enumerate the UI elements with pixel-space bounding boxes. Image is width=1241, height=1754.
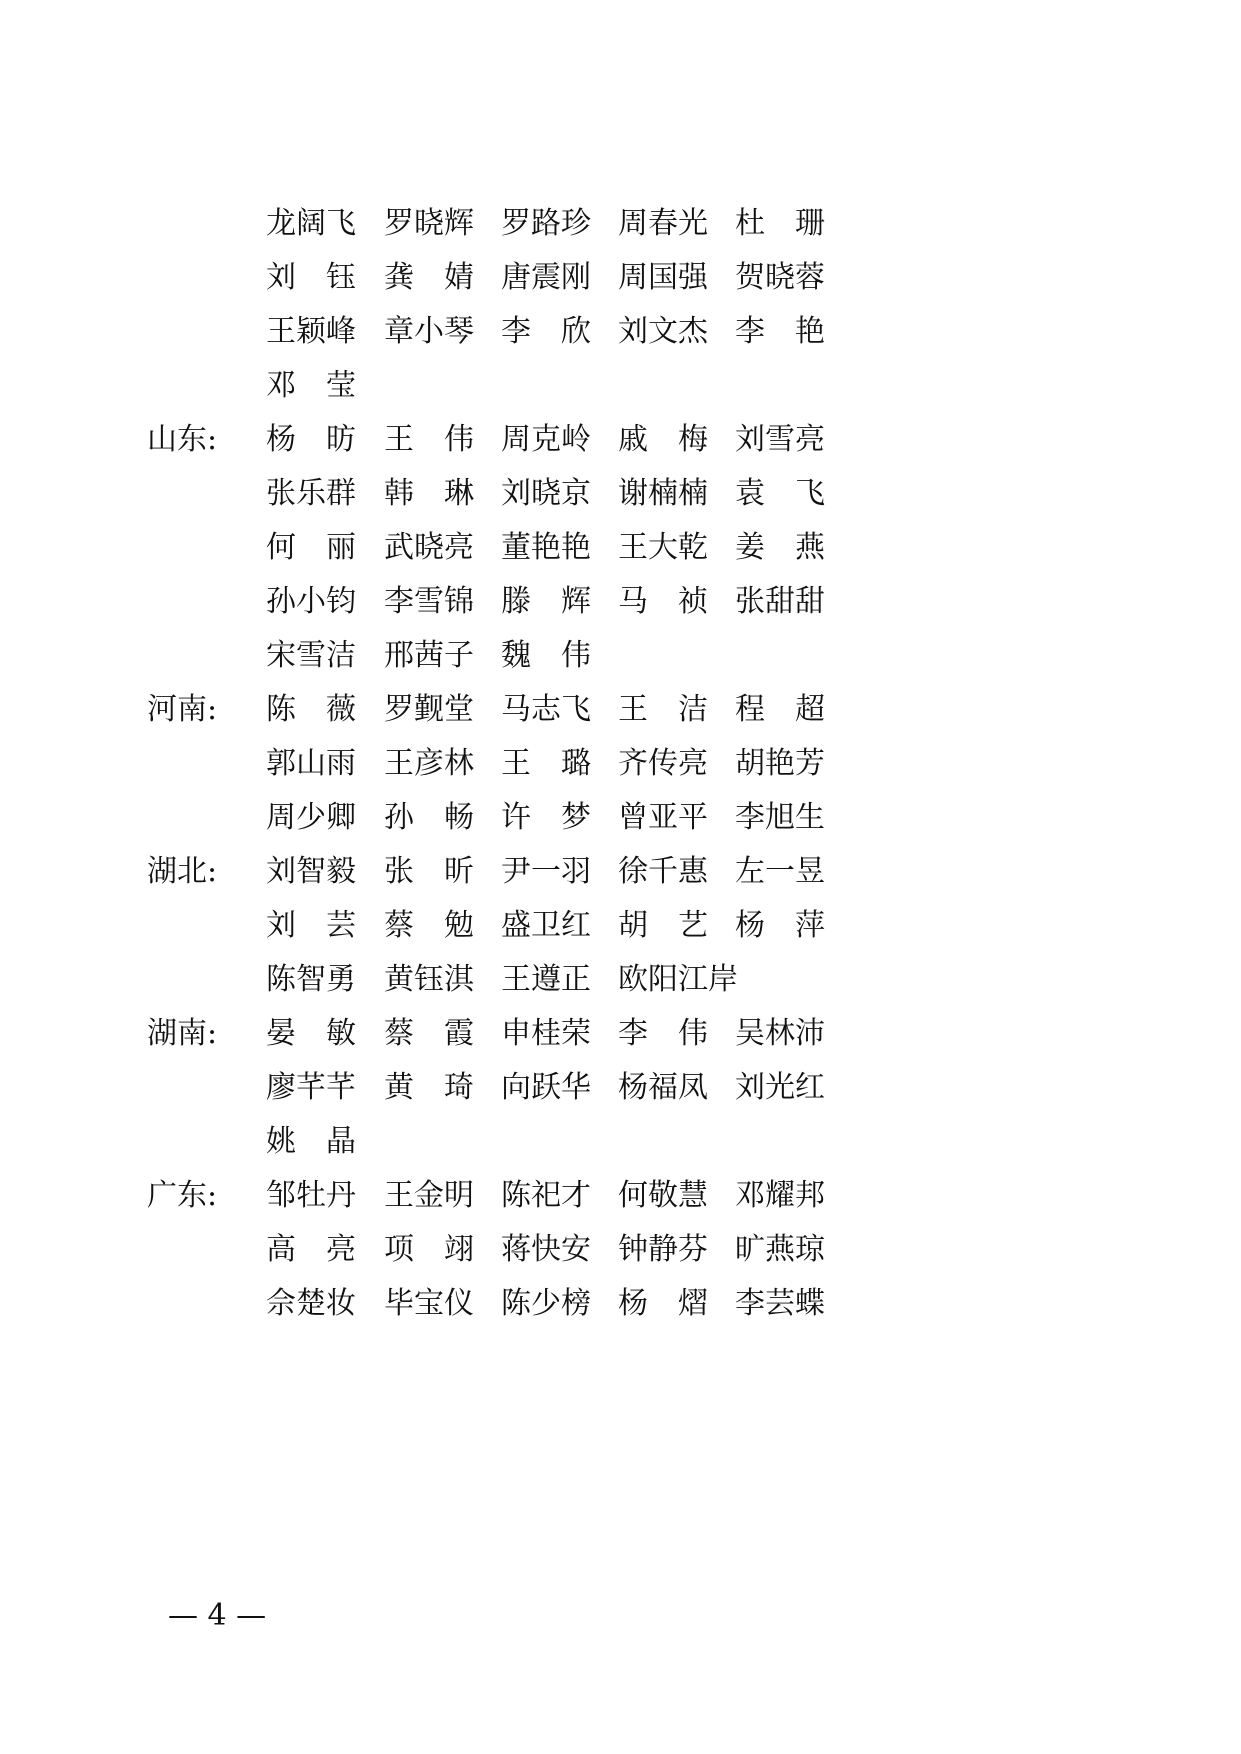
person-name: 武 晓 亮 — [384, 530, 474, 565]
person-name: 谢 楠 楠 — [618, 476, 708, 511]
person-name: 杨 福 凤 — [618, 1070, 708, 1105]
name-row — [0, 578, 1241, 626]
person-name: 王 遵 正 — [501, 962, 591, 997]
person-name: 周 克 岭 — [501, 422, 591, 457]
person-name: 孙 畅 — [384, 800, 474, 835]
person-name: 钟 静 芬 — [618, 1232, 708, 1267]
name-row — [0, 524, 1241, 572]
person-name: 宋 雪 洁 — [266, 638, 356, 673]
person-name: 杨 昉 — [266, 422, 356, 457]
person-name: 齐 传 亮 — [618, 746, 708, 781]
person-name: 董 艳 艳 — [501, 530, 591, 565]
person-name: 周 春 光 — [618, 206, 708, 241]
person-name: 蔡 勉 — [384, 908, 474, 943]
name-row — [0, 1064, 1241, 1112]
person-name: 王 颖 峰 — [266, 314, 356, 349]
name-row — [0, 686, 1241, 734]
person-name: 项 翊 — [384, 1232, 474, 1267]
person-name: 戚 梅 — [618, 422, 708, 457]
name-row — [0, 254, 1241, 302]
person-name: 陈 薇 — [266, 692, 356, 727]
person-name: 胡 艺 — [618, 908, 708, 943]
person-name: 陈 祀 才 — [501, 1178, 591, 1213]
person-name: 姜 燕 — [735, 530, 825, 565]
province-label: 湖北: — [147, 854, 218, 889]
person-name: 陈 少 榜 — [501, 1286, 591, 1321]
person-name: 陈 智 勇 — [266, 962, 356, 997]
person-name: 何 敬 慧 — [618, 1178, 708, 1213]
person-name: 周 国 强 — [618, 260, 708, 295]
person-name: 晏 敏 — [266, 1016, 356, 1051]
person-name: 何 丽 — [266, 530, 356, 565]
person-name: 滕 辉 — [501, 584, 591, 619]
person-name: 毕 宝 仪 — [384, 1286, 474, 1321]
person-name: 刘 钰 — [266, 260, 356, 295]
person-name: 蒋 快 安 — [501, 1232, 591, 1267]
person-name: 刘 芸 — [266, 908, 356, 943]
person-name: 王 大 乾 — [618, 530, 708, 565]
person-name: 高 亮 — [266, 1232, 356, 1267]
person-name: 罗 晓 辉 — [384, 206, 474, 241]
person-name: 刘 晓 京 — [501, 476, 591, 511]
province-label: 广东: — [147, 1178, 218, 1213]
person-name: 李 艳 — [735, 314, 825, 349]
person-name: 王 璐 — [501, 746, 591, 781]
person-name: 胡 艳 芳 — [735, 746, 825, 781]
person-name: 张 乐 群 — [266, 476, 356, 511]
person-name: 张 昕 — [384, 854, 474, 889]
person-name: 佘 楚 妆 — [266, 1286, 356, 1321]
person-name: 徐 千 惠 — [618, 854, 708, 889]
person-name: 罗 觐 堂 — [384, 692, 474, 727]
name-row — [0, 200, 1241, 248]
person-name: 龚 婧 — [384, 260, 474, 295]
province-label: 河南: — [147, 692, 218, 727]
name-row — [0, 308, 1241, 356]
person-name: 章 小 琴 — [384, 314, 474, 349]
person-name: 唐 震 刚 — [501, 260, 591, 295]
person-name: 李 欣 — [501, 314, 591, 349]
name-row — [0, 902, 1241, 950]
name-row — [0, 1226, 1241, 1274]
person-name: 杨 萍 — [735, 908, 825, 943]
person-name: 王 伟 — [384, 422, 474, 457]
person-name: 马 祯 — [618, 584, 708, 619]
page-number: — 4 — — [168, 1598, 267, 1633]
name-row — [0, 1172, 1241, 1220]
person-name: 郭 山 雨 — [266, 746, 356, 781]
person-name: 盛 卫 红 — [501, 908, 591, 943]
person-name: 邓 耀 邦 — [735, 1178, 825, 1213]
person-name: 许 梦 — [501, 800, 591, 835]
person-name: 尹 一 羽 — [501, 854, 591, 889]
person-name: 程 超 — [735, 692, 825, 727]
person-name: 廖 芊 芊 — [266, 1070, 356, 1105]
person-name: 王 洁 — [618, 692, 708, 727]
name-row — [0, 1280, 1241, 1328]
person-name: 左 一 昱 — [735, 854, 825, 889]
province-label: 山东: — [147, 422, 218, 457]
person-name: 贺 晓 蓉 — [735, 260, 825, 295]
person-name: 李 雪 锦 — [384, 584, 474, 619]
person-name: 龙 阔 飞 — [266, 206, 356, 241]
person-name: 刘 智 毅 — [266, 854, 356, 889]
person-name: 马 志 飞 — [501, 692, 591, 727]
name-row — [0, 794, 1241, 842]
person-name: 刘 光 红 — [735, 1070, 825, 1105]
person-name: 李 旭 生 — [735, 800, 825, 835]
person-name: 蔡 霞 — [384, 1016, 474, 1051]
name-row — [0, 1010, 1241, 1058]
person-name: 孙 小 钧 — [266, 584, 356, 619]
person-name: 李 芸 蝶 — [735, 1286, 825, 1321]
person-name: 黄 钰 淇 — [384, 962, 474, 997]
name-row — [0, 362, 1241, 410]
person-name: 李 伟 — [618, 1016, 708, 1051]
person-name: 袁 飞 — [735, 476, 825, 511]
person-name: 杨 熠 — [618, 1286, 708, 1321]
person-name: 邢 茜 子 — [384, 638, 474, 673]
person-name: 旷 燕 琼 — [735, 1232, 825, 1267]
person-name: 曾 亚 平 — [618, 800, 708, 835]
person-name: 邹 牡 丹 — [266, 1178, 356, 1213]
name-row — [0, 848, 1241, 896]
name-row — [0, 632, 1241, 680]
person-name: 邓 莹 — [266, 368, 356, 403]
person-name: 黄 琦 — [384, 1070, 474, 1105]
name-row — [0, 740, 1241, 788]
person-name: 杜 珊 — [735, 206, 825, 241]
person-name: 欧阳江岸 — [618, 962, 738, 997]
province-label: 湖南: — [147, 1016, 218, 1051]
person-name: 申 桂 荣 — [501, 1016, 591, 1051]
person-name: 周 少 卿 — [266, 800, 356, 835]
name-row — [0, 416, 1241, 464]
person-name: 韩 琳 — [384, 476, 474, 511]
person-name: 张 甜 甜 — [735, 584, 825, 619]
person-name: 刘 雪 亮 — [735, 422, 825, 457]
person-name: 向 跃 华 — [501, 1070, 591, 1105]
person-name: 罗 路 珍 — [501, 206, 591, 241]
name-row — [0, 1118, 1241, 1166]
name-row — [0, 956, 1241, 1004]
person-name: 王 金 明 — [384, 1178, 474, 1213]
person-name: 刘 文 杰 — [618, 314, 708, 349]
person-name: 姚 晶 — [266, 1124, 356, 1159]
person-name: 吴 林 沛 — [735, 1016, 825, 1051]
name-row — [0, 470, 1241, 518]
person-name: 魏 伟 — [501, 638, 591, 673]
person-name: 王 彦 林 — [384, 746, 474, 781]
